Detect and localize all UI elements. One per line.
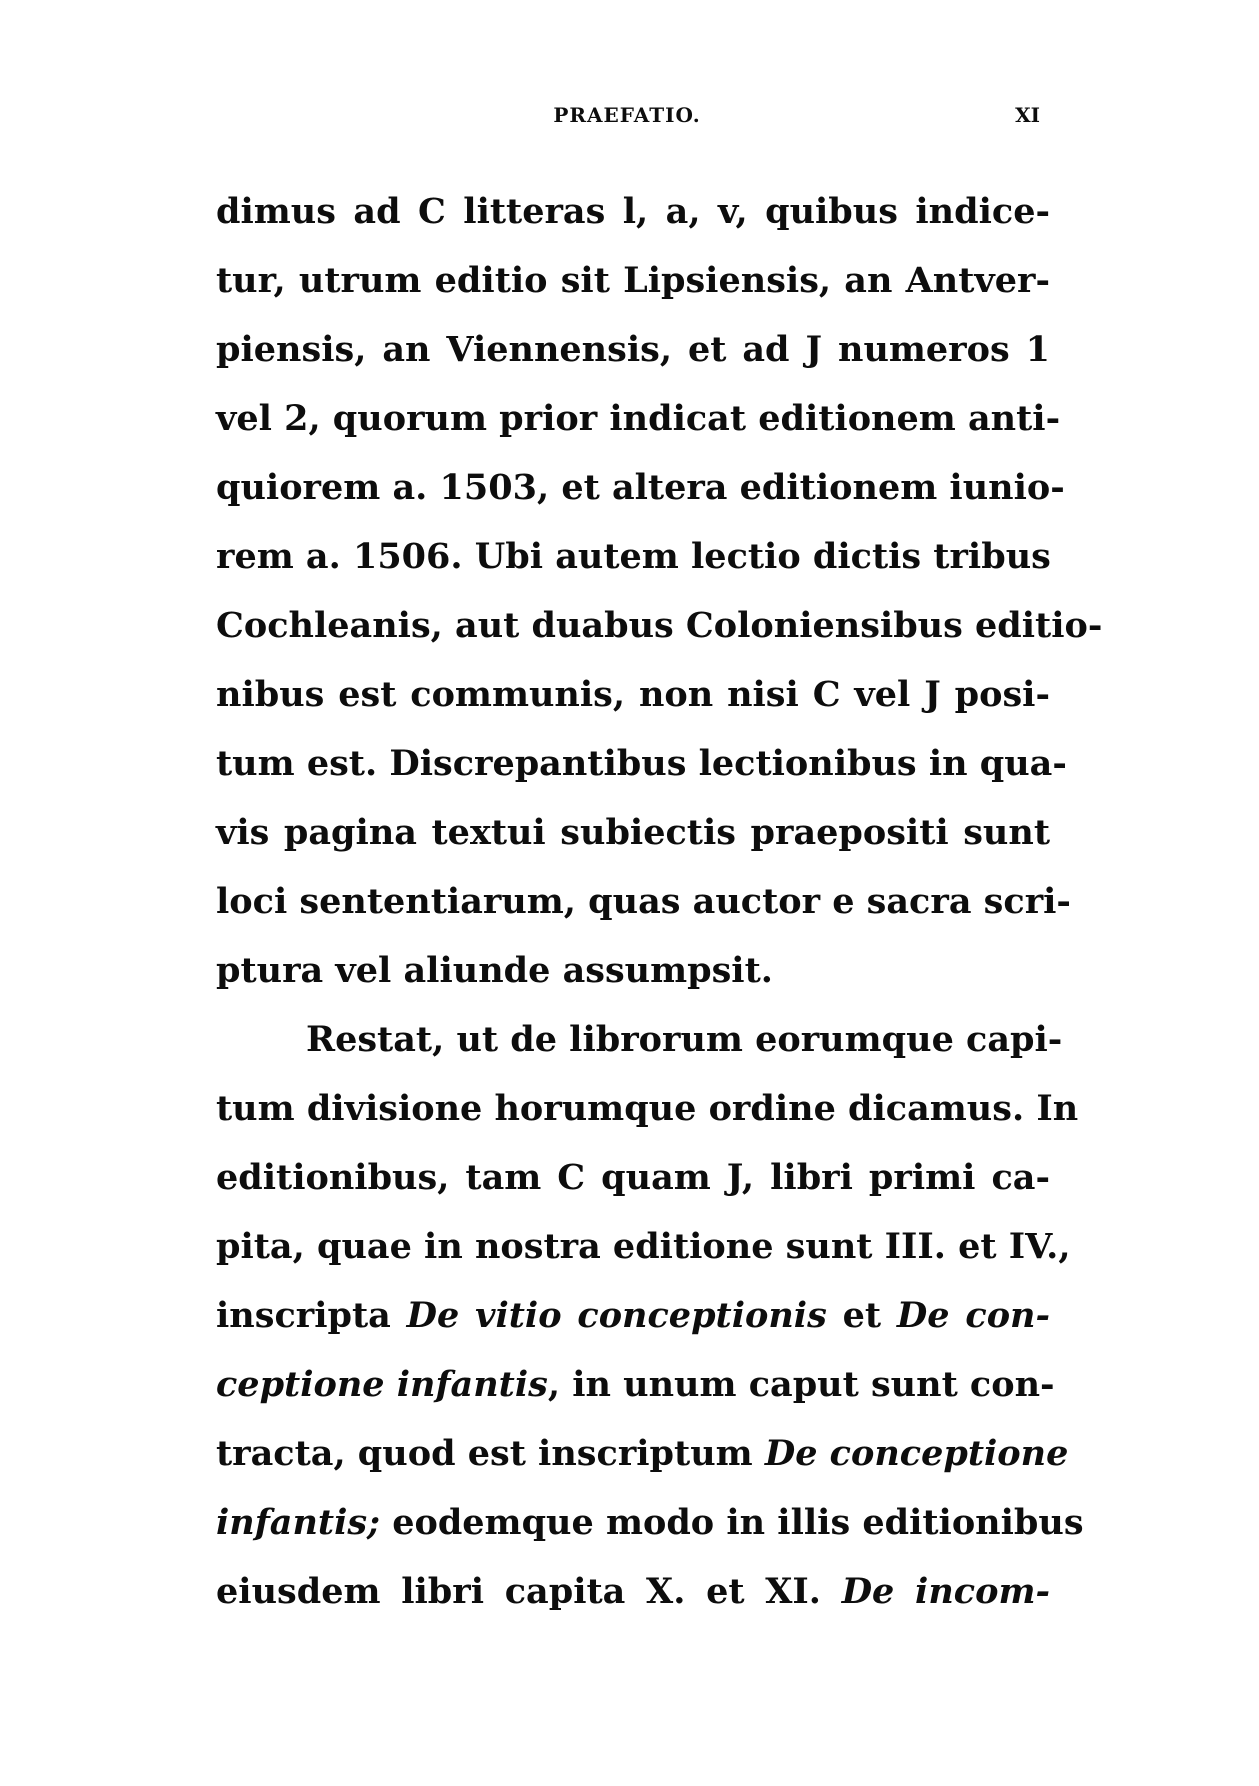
line-text: quiorem a. 1503, et altera editionem iunio- [216,467,1065,508]
line-text: Restat, ut de librorum eorumque capi- [306,1019,1063,1060]
italic-title-text: De incom- [841,1571,1050,1612]
body-text [216,177,1103,1626]
text-line [216,1419,1069,1488]
text-line [216,936,1050,1005]
text-line [216,177,1050,246]
text-line [216,867,1071,936]
line-text: pita, quae in nostra editione sunt III. et IV., [216,1226,1071,1267]
text-line [216,522,1050,591]
line-text: et [826,1295,897,1336]
text-line [216,729,1067,798]
line-text: loci sententiarum, quas auctor e sacra scri- [216,881,1071,922]
line-text: ptura vel aliunde assumpsit. [216,950,773,991]
text-line [216,1074,1079,1143]
line-text: tur, utrum editio sit Lipsiensis, an Antver- [216,260,1050,301]
text-line [216,246,1050,315]
line-text: tracta, quod est inscriptum [216,1433,765,1474]
line-text: , in unum caput sunt con- [547,1364,1055,1405]
text-line [216,315,1050,384]
italic-title-text: infantis; [216,1502,381,1543]
line-text: tum est. Discrepantibus lectionibus in qua- [216,743,1067,784]
line-text: eiusdem libri capita X. et XI. [216,1571,842,1612]
text-line [216,1488,1084,1557]
running-title: PRAEFATIO. [553,103,701,127]
line-text: eodemque modo in illis editionibus [380,1502,1084,1543]
running-head [212,103,1042,133]
text-line [216,591,1103,660]
text-line [216,1557,1050,1626]
line-text: Cochleanis, aut duabus Coloniensibus editio- [216,605,1103,646]
line-text: piensis, an Viennensis, et ad J numeros 1 [216,329,1050,370]
line-text: nibus est communis, non nisi C vel J posi- [216,674,1050,715]
text-line [216,798,1050,867]
text-line [216,384,1061,453]
text-line [216,1005,1063,1074]
line-text: dimus ad C litteras l, a, v, quibus indice- [216,191,1050,232]
text-line [216,660,1050,729]
line-text: inscripta [216,1295,407,1336]
text-line [216,1212,1071,1281]
page-number: XI [1015,103,1040,127]
italic-title-text: De conceptione [764,1433,1069,1474]
text-line [216,1350,1055,1419]
line-text: vis pagina textui subiectis praepositi sunt [216,812,1050,853]
text-line [216,453,1065,522]
italic-title-text: De vitio conceptionis [406,1295,827,1336]
line-text: rem a. 1506. Ubi autem lectio dictis tribus [216,536,1051,577]
line-text: tum divisione horumque ordine dicamus. In [216,1088,1079,1129]
line-text: vel 2, quorum prior indicat editionem anti- [216,398,1061,439]
text-line [216,1281,1050,1350]
italic-title-text: ceptione infantis [216,1364,548,1405]
italic-title-text: De con- [896,1295,1051,1336]
text-line [216,1143,1050,1212]
line-text: editionibus, tam C quam J, libri primi ca- [216,1157,1050,1198]
